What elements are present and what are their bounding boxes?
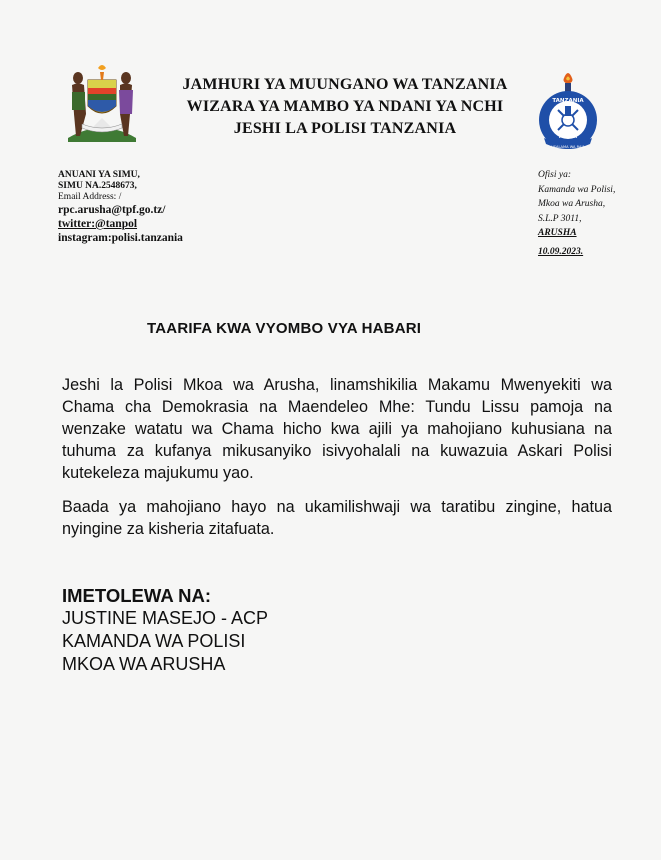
signatory-title: KAMANDA WA POLISI — [62, 631, 246, 651]
signatory-name: JUSTINE MASEJO - ACP — [62, 608, 269, 628]
emblem-text-tanzania: TANZANIA — [552, 98, 584, 104]
signatory-region: MKOA WA ARUSHA — [62, 654, 226, 674]
phone-number: SIMU NA.2548673, — [58, 181, 137, 191]
office-city: ARUSHA — [538, 228, 577, 238]
header-line-ministry: WIZARA YA MAMBO YA NDANI YA NCHI — [186, 98, 504, 115]
email-address: rpc.arusha@tpf.go.tz/ — [58, 204, 166, 216]
email-label: Email Address: / — [58, 192, 122, 202]
body-paragraph-1: Jeshi la Polisi Mkoa wa Arusha, linamshikilia Makamu Mwenyekiti wa Chama cha Demokrasia na Maendeleo Mhe: Tundu Lissu pamoja na wenzake watatu wa Chama hicho kwa ajili ya mahojiano kuhusiana na tuhuma za kufanya mikusanyiko isivyohalali na kuwazuia Askari Polisi kutekeleza majukumu yao. — [62, 376, 612, 482]
telegraph-address: ANUANI YA SIMU, — [58, 170, 140, 180]
issued-by-heading: IMETOLEWA NA: — [62, 585, 212, 606]
office-commander: Kamanda wa Polisi, — [538, 184, 616, 195]
office-address-right — [538, 168, 653, 241]
body-paragraph-2: Baada ya mahojiano hayo na ukamilishwaji wa taratibu zingine, hatua nyingine za kisheria zitafuata. — [62, 498, 612, 538]
twitter-handle: twitter:@tanpol — [58, 218, 138, 230]
letterhead — [150, 74, 540, 140]
header-line-police: JESHI LA POLISI TANZANIA — [233, 120, 457, 137]
emblem-text-polisi: POLISI — [558, 134, 578, 140]
press-release-title: TAARIFA KWA VYOMBO VYA HABARI — [147, 320, 422, 337]
office-po-box: S.L.P 3011, — [538, 213, 582, 224]
instagram-handle: instagram:polisi.tanzania — [58, 232, 183, 244]
emblem-text-motto: USALAMA WA RAIA — [551, 145, 585, 149]
header-line-republic: JAMHURI YA MUUNGANO WA TANZANIA — [182, 76, 508, 93]
document-date: 10.09.2023. — [538, 247, 584, 257]
signature-block — [62, 584, 268, 676]
office-region: Mkoa wa Arusha, — [538, 199, 606, 209]
coat-of-arms-icon — [64, 58, 140, 144]
contact-info-left — [58, 170, 278, 245]
police-emblem-icon — [530, 68, 606, 152]
office-label: Ofisi ya: — [538, 170, 571, 180]
